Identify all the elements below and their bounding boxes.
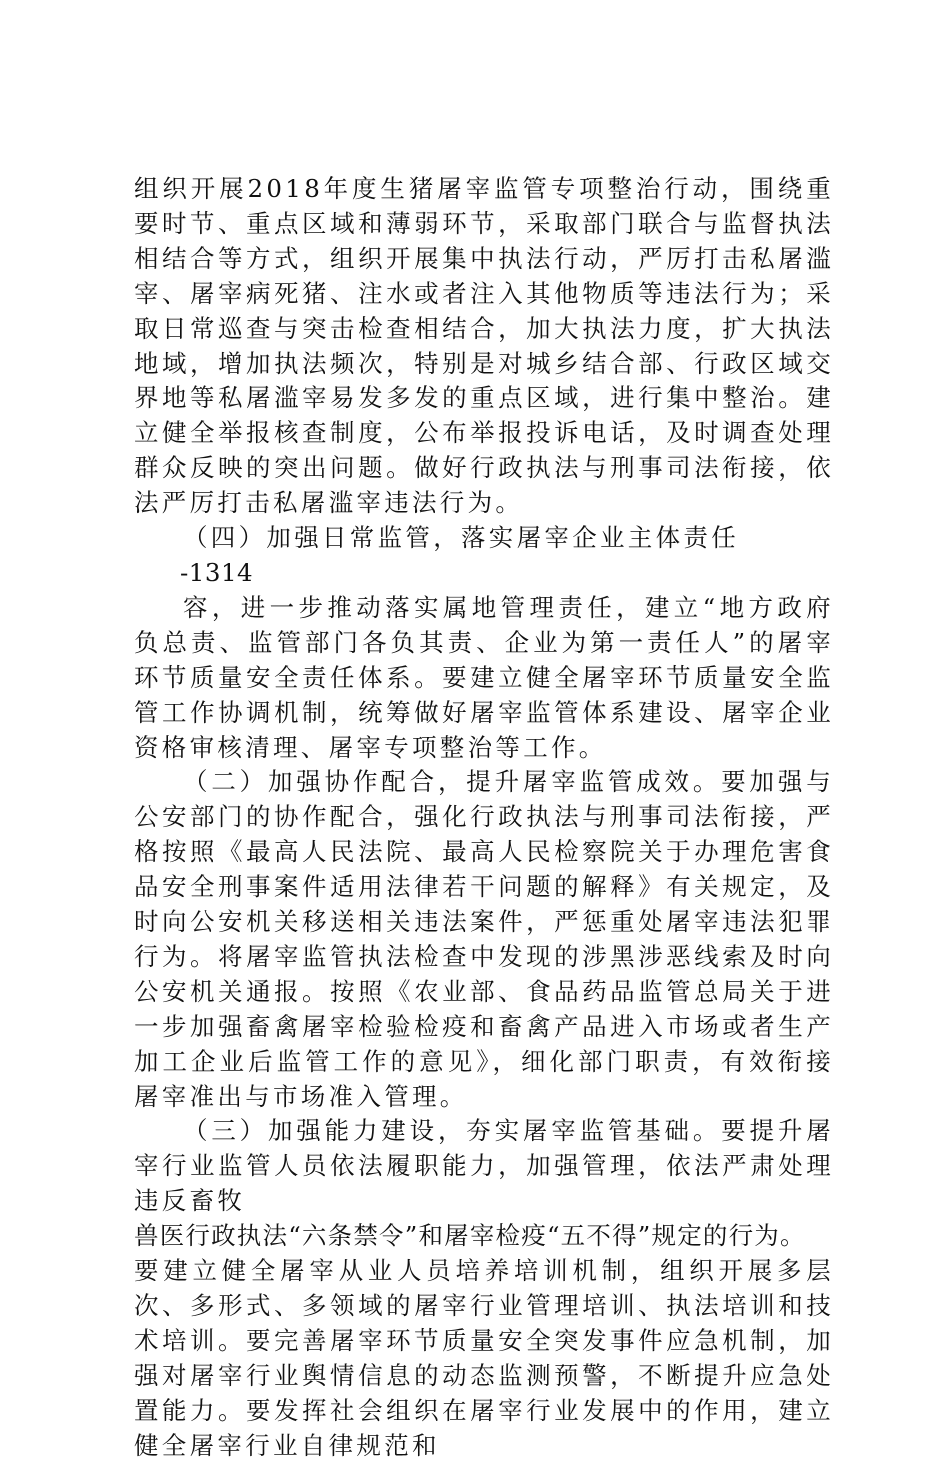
document-body [134,172,834,1464]
paragraph-cooperation: （二）加强协作配合，提升屠宰监管成效。要加强与公安部门的协作配合，强化行政执法与刑事司法衔接，严格按照《最高人民法院、最高人民检察院关于办理危害食品安全刑事案件适用法律若干问题的解释》有关规定，及时向公安机关移送相关违法案件，严惩重处屠宰违法犯罪行为。将屠宰监管执法检查中发现的涉黑涉恶线索及时向公安机关通报。按照《农业部、食品药品监管总局关于进一步加强畜禽屠宰检验检疫和畜禽产品进入市场或者生产加工企业后监管工作的意见》，细化部门职责，有效衔接屠宰准出与市场准入管理。 [134,767,834,1111]
paragraph-capacity-building-part-2: 兽医行政执法“六条禁令”和屠宰检疫“五不得”规定的行为。 [134,1221,806,1251]
paragraph-responsibility-system: 容，进一步推动落实属地管理责任，建立“地方政府负总责、监管部门各负其责、企业为第一责任人”的屠宰环节质量安全责任体系。要建立健全屠宰环节质量安全监管工作协调机制，统筹做好屠宰监管体系建设、屠宰企业资格审核清理、屠宰专项整治等工作。 [134,592,834,762]
page-marker: -1314 [180,557,254,587]
paragraph-capacity-building-part-1: （三）加强能力建设，夯实屠宰监管基础。要提升屠宰行业监管人员依法履职能力，加强管理，依法严肃处理违反畜牧 [134,1116,834,1216]
paragraph-capacity-building-part-3: 要建立健全屠宰从业人员培养培训机制，组织开展多层次、多形式、多领域的屠宰行业管理培训、执法培训和技术培训。要完善屠宰环节质量安全突发事件应急机制，加强对屠宰行业舆情信息的动态监测预警，不断提升应急处置能力。要发挥社会组织在屠宰行业发展中的作用，建立健全屠宰行业自律规范和 [134,1256,834,1460]
section-heading-4: （四）加强日常监管，落实屠宰企业主体责任 [183,523,739,553]
paragraph-special-rectification: 组织开展2018年度生猪屠宰监管专项整治行动，围绕重要时节、重点区域和薄弱环节，采取部门联合与监督执法相结合等方式，组织开展集中执法行动，严厉打击私屠滥宰、屠宰病死猪、注水或者注入其他物质等违法行为；采取日常巡查与突击检查相结合，加大执法力度，扩大执法地域，增加执法频次，特别是对城乡结合部、行政区域交界地等私屠滥宰易发多发的重点区域，进行集中整治。建立健全举报核查制度，公布举报投诉电话，及时调查处理群众反映的突出问题。做好行政执法与刑事司法衔接，依法严厉打击私屠滥宰违法行为。 [134,174,834,518]
